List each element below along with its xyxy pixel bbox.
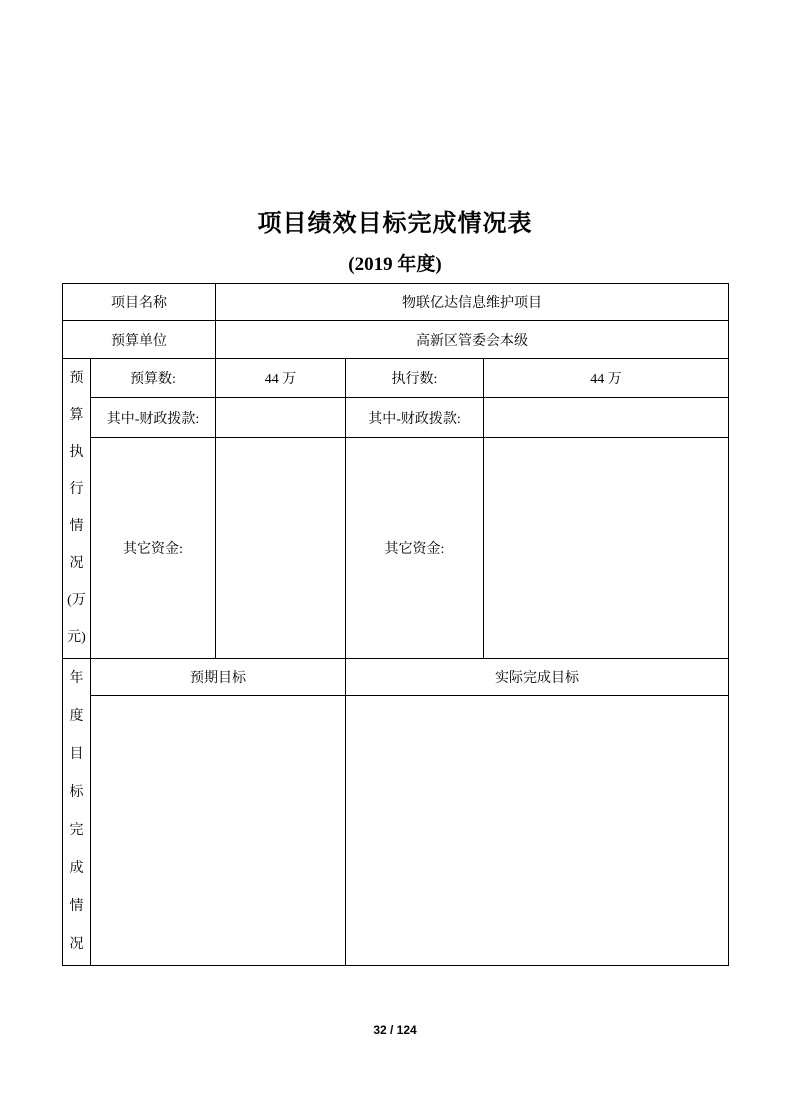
performance-table [62,283,729,966]
page-number-indicator: 32 / 124 [373,1023,417,1037]
vertical-label-char: 算 [69,408,84,423]
fiscal-allocation-right-value [484,398,729,438]
vertical-label-char: 情 [69,519,84,534]
row-project-name [63,284,729,321]
row-other-funds [63,438,729,659]
document-subtitle: (2019 年度) [348,254,442,275]
annual-section-vertical-label [63,661,90,964]
vertical-label-char: 况 [69,936,84,952]
actual-goal-content [346,696,729,966]
expected-goal-content [91,696,346,966]
fiscal-allocation-left-value [216,398,346,438]
vertical-label-char: 标 [69,785,84,801]
budget-unit-label: 预算单位 [63,321,216,359]
vertical-label-char: 行 [69,482,84,497]
vertical-label-char: 年 [69,671,84,687]
other-funds-left-value [216,438,346,659]
document-title: 项目绩效目标完成情况表 [257,210,533,237]
other-funds-left-label: 其它资金: [91,438,216,659]
vertical-label-char: 执 [69,445,84,460]
vertical-label-char: 况 [69,556,84,571]
fiscal-allocation-right-label: 其中-财政拨款: [346,398,484,438]
vertical-label-char: 度 [69,709,84,725]
row-fiscal-allocation [63,398,729,438]
row-budget-number [63,359,729,398]
vertical-label-char: 目 [69,747,84,763]
other-funds-right-label: 其它资金: [346,438,484,659]
vertical-label-char: (万 [67,593,86,608]
row-goal-headers [63,659,729,696]
budget-section-vertical-label-cell [63,359,91,659]
vertical-label-char: 元) [67,630,86,645]
execution-number-label: 执行数: [346,359,484,398]
vertical-label-char: 情 [69,898,84,914]
project-name-label: 项目名称 [63,284,216,321]
vertical-label-char: 成 [69,860,84,876]
actual-goal-header: 实际完成目标 [346,659,729,696]
expected-goal-header: 预期目标 [91,659,346,696]
budget-unit-value: 高新区管委会本级 [216,321,729,359]
annual-section-vertical-label-cell [63,659,91,966]
vertical-label-char: 预 [69,371,84,386]
row-goal-content [63,696,729,966]
execution-number-value: 44 万 [484,359,729,398]
budget-section-vertical-label [63,361,90,657]
budget-number-label: 预算数: [91,359,216,398]
row-budget-unit [63,321,729,359]
project-name-value: 物联亿达信息维护项目 [216,284,729,321]
other-funds-right-value [484,438,729,659]
fiscal-allocation-left-label: 其中-财政拨款: [91,398,216,438]
budget-number-value: 44 万 [216,359,346,398]
vertical-label-char: 完 [69,822,84,838]
